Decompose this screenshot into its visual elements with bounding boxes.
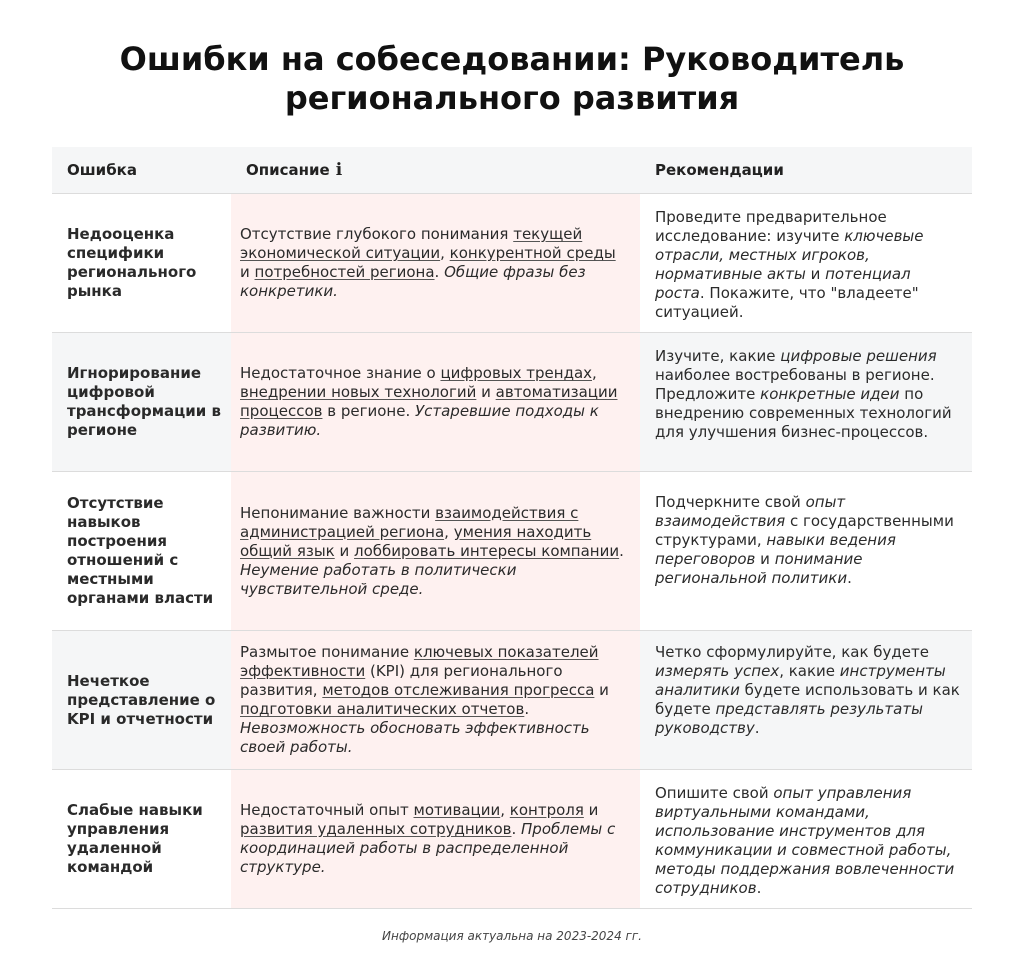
header-description-label: Описание xyxy=(246,161,330,179)
text-segment: и xyxy=(755,550,775,568)
underlined-term: подготовки аналитических отчетов xyxy=(240,700,525,718)
text-segment: и xyxy=(805,265,826,283)
text-segment: наиболее востребованы в регионе. Предложите xyxy=(655,366,935,403)
text-segment: будете использовать и как будете xyxy=(655,681,960,718)
underlined-term: ключевых показателей эффективности xyxy=(240,643,599,680)
italic-phrase: измерять успех xyxy=(655,662,780,680)
underlined-term: развития удаленных сотрудников xyxy=(240,820,512,838)
error-cell: Отсутствие навыков построения отношений с местными органами власти xyxy=(67,494,214,607)
header-error: Ошибка xyxy=(67,161,137,179)
underlined-term: автоматизации процессов xyxy=(240,383,618,420)
table-row xyxy=(52,333,972,472)
italic-phrase: Неумение работать в политически чувствительной среде. xyxy=(240,560,517,598)
text-segment: и xyxy=(240,263,255,281)
underlined-term: потребностей региона xyxy=(254,263,435,281)
text-segment: . xyxy=(756,879,762,897)
italic-phrase: ключевые отрасли, местных игроков, нормативные акты xyxy=(655,227,924,283)
text-segment: Недостаточный опыт xyxy=(240,801,414,819)
text-segment: . xyxy=(511,820,522,838)
page-title xyxy=(0,40,1024,118)
text-segment: . Покажите, что "владеете" ситуацией. xyxy=(655,284,919,321)
description-cell xyxy=(231,472,640,630)
italic-phrase: Невозможность обосновать эффективность своей работы. xyxy=(240,719,590,756)
text-segment: Недостаточное знание о xyxy=(240,364,441,382)
error-cell: Игнорирование цифровой трансформации в регионе xyxy=(67,364,221,439)
italic-phrase: Проблемы с координацией работы в распределенной структуре. xyxy=(240,820,616,876)
recommendation-cell xyxy=(640,770,972,908)
italic-phrase: потенциал роста xyxy=(655,265,911,302)
underlined-term: взаимодействия с администрацией региона xyxy=(240,503,579,541)
text-segment: по внедрению современных технологий для улучшения бизнес-процессов. xyxy=(655,385,952,441)
text-segment: Размытое понимание xyxy=(240,643,414,661)
text-segment: Подчеркните свой xyxy=(655,493,806,511)
underlined-term: конкурентной среды xyxy=(449,244,616,262)
table-header xyxy=(52,147,972,194)
recommendation-cell xyxy=(640,194,972,332)
text-segment: , какие xyxy=(779,662,840,680)
underlined-term: мотивации xyxy=(413,801,501,819)
text-segment: . xyxy=(847,569,852,587)
info-icon[interactable]: ℹ xyxy=(335,160,343,180)
underlined-term: контроля xyxy=(509,801,584,819)
italic-phrase: опыт взаимодействия xyxy=(655,493,846,530)
text-segment: , xyxy=(440,244,450,262)
error-cell: Нечеткое представление о KPI и отчетности xyxy=(67,671,216,728)
underlined-term: методов отслеживания прогресса xyxy=(322,681,595,699)
text-segment: . xyxy=(434,263,445,281)
table-row xyxy=(52,194,972,333)
italic-phrase: понимание региональной политики xyxy=(655,550,863,587)
recommendation-cell xyxy=(640,472,972,630)
error-cell: Недооценка специфики регионального рынка xyxy=(67,225,197,300)
underlined-term: цифровых трендах xyxy=(440,364,593,382)
recommendation-cell xyxy=(640,333,972,471)
italic-phrase: навыки ведения переговоров xyxy=(655,531,896,568)
text-segment: , xyxy=(592,364,597,382)
description-cell xyxy=(231,631,640,769)
underlined-term: умения находить общий язык xyxy=(240,522,592,560)
italic-phrase: представлять результаты руководству xyxy=(655,700,923,737)
text-segment: с государственными структурами, xyxy=(655,512,954,549)
text-segment: Четко сформулируйте, как будете xyxy=(655,643,929,661)
description-cell xyxy=(231,333,640,471)
error-cell: Слабые навыки управления удаленной командой xyxy=(67,801,203,876)
description-cell xyxy=(231,194,640,332)
text-segment: Непонимание важности xyxy=(240,503,436,522)
text-segment: Опишите свой xyxy=(655,784,774,802)
description-cell xyxy=(231,770,640,908)
underlined-term: лоббировать интересы компании xyxy=(354,541,620,560)
italic-phrase: конкретные идеи xyxy=(760,385,900,403)
text-segment: в регионе. xyxy=(322,402,415,420)
errors-table xyxy=(52,147,972,909)
footer-note: Информация актуальна на 2023-2024 гг. xyxy=(382,929,642,943)
italic-phrase: Устаревшие подходы к развитию. xyxy=(240,402,599,439)
table-row xyxy=(52,631,972,770)
table-row xyxy=(52,770,972,909)
italic-phrase: инструменты аналитики xyxy=(655,662,946,699)
recommendation-cell xyxy=(640,631,972,769)
italic-phrase: опыт управления виртуальными командами, использование инструментов для коммуникации и совместной работы, методы поддержания вовлеченности сотрудников xyxy=(655,784,955,897)
text-segment: Проведите предварительное исследование: изучите xyxy=(655,208,887,245)
underlined-term: текущей экономической ситуации xyxy=(240,225,583,262)
text-segment: и xyxy=(583,801,599,819)
text-segment: , xyxy=(500,801,510,819)
text-segment: и xyxy=(476,383,496,401)
text-segment: и xyxy=(594,681,609,699)
header-recommendations: Рекомендации xyxy=(655,161,784,179)
table-row xyxy=(52,472,972,631)
text-segment: . xyxy=(524,700,530,718)
text-segment: . xyxy=(619,541,624,560)
text-segment: , xyxy=(444,522,454,541)
text-segment: Изучите, какие xyxy=(655,347,781,365)
text-segment: и xyxy=(334,541,355,560)
header-description xyxy=(231,147,640,193)
title-line-1: Ошибки на собеседовании: Руководитель xyxy=(119,40,905,78)
text-segment: . xyxy=(754,719,760,737)
text-segment: Отсутствие глубокого понимания xyxy=(240,225,514,243)
italic-phrase: Общие фразы без конкретики. xyxy=(240,263,586,300)
italic-phrase: цифровые решения xyxy=(780,347,937,365)
underlined-term: внедрении новых технологий xyxy=(240,383,477,401)
text-segment: (KPI) для регионального развития, xyxy=(240,662,563,699)
title-line-2: регионального развития xyxy=(284,79,740,117)
